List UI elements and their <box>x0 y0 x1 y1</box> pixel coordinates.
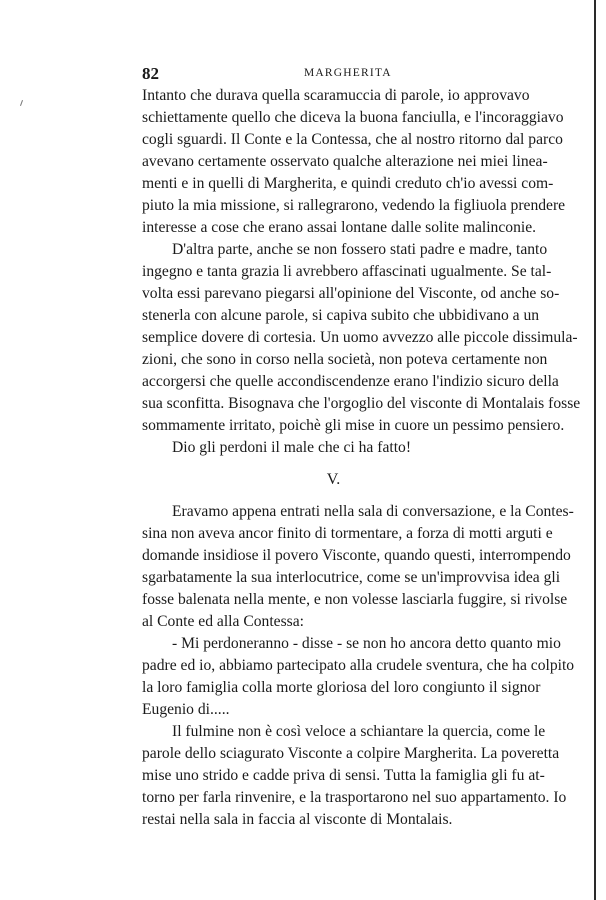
text-line: avevano certamente osservato qualche alterazione nei miei linea- <box>142 153 548 170</box>
text-line: ingegno e tanta grazia li avrebbero affascinati ugualmente. Se tal- <box>142 263 552 280</box>
margin-mark <box>20 100 23 106</box>
text-line: zioni, che sono in corso nella società, non poteva certamente non <box>142 351 548 368</box>
section-heading: V. <box>326 471 341 488</box>
text-line: D'altra parte, anche se non fossero stati padre e madre, tanto <box>172 241 548 258</box>
text-line: padre ed io, abbiamo partecipato alla crudele sventura, che ha colpito <box>142 657 575 674</box>
text-line: - Mi perdoneranno - disse - se non ho ancora detto quanto mio <box>172 635 561 652</box>
text-line: Eravamo appena entrati nella sala di conversazione, e la Contes- <box>172 503 574 520</box>
text-line: domande insidiose il povero Visconte, quando questi, interrompendo <box>142 547 571 564</box>
text-line: accorgersi che quelle accondiscendenze erano l'indizio sicuro della <box>142 373 559 390</box>
text-line: Dio gli perdoni il male che ci ha fatto! <box>172 439 412 456</box>
text-line: torno per farla rinvenire, e la trasportarono nel suo appartamento. Io <box>142 789 567 806</box>
page-number: 82 <box>142 64 159 83</box>
text-line: sgarbatamente la sua interlocutrice, come se un'improvvisa idea gli <box>142 569 561 586</box>
page-edge-line <box>594 0 596 900</box>
text-line: cogli sguardi. Il Conte e la Contessa, che al nostro ritorno dal parco <box>142 131 563 148</box>
text-line: piuto la mia missione, si rallegrarono, vedendo la figliuola prendere <box>142 197 566 214</box>
text-line: interesse a cose che erano assai lontane dalle solite malinconie. <box>142 219 537 236</box>
text-line: la loro famiglia colla morte gloriosa del loro congiunto il signor <box>142 679 541 696</box>
text-line: volta essi parevano piegarsi all'opinione del Visconte, od anche so- <box>142 285 560 302</box>
text-line: schiettamente quello che diceva la buona fanciulla, e l'incoraggiavo <box>142 109 564 126</box>
text-line: sina non aveva ancor finito di tormentare, a forza di motti arguti e <box>142 525 553 542</box>
text-line: al Conte ed alla Contessa: <box>142 613 304 630</box>
text-line: mise uno strido e cadde priva di sensi. Tutta la famiglia gli fu at- <box>142 767 545 784</box>
text-line: sommamente irritato, poichè gli mise in cuore un pessimo pensiero. <box>142 417 565 434</box>
text-line: sua sconfitta. Bisognava che l'orgoglio del visconte di Montalais fosse <box>142 395 581 412</box>
page-header <box>142 64 552 84</box>
text-line: restai nella sala in faccia al visconte di Montalais. <box>142 811 453 828</box>
running-title: MARGHERITA <box>304 67 392 79</box>
text-line: Intanto che durava quella scaramuccia di parole, io approvavo <box>142 87 530 104</box>
text-line: fosse balenata nella mente, e non volesse lasciarla fuggire, si rivolse <box>142 591 568 608</box>
text-line: parole dello sciagurato Visconte a colpire Margherita. La poveretta <box>142 745 560 762</box>
text-line: Eugenio di..... <box>142 701 230 718</box>
text-line: menti e in quelli di Margherita, e quindi creduto ch'io avessi com- <box>142 175 554 192</box>
text-line: stenerla con alcune parole, si capiva subito che ubbidivano a un <box>142 307 540 324</box>
text-line: semplice dovere di cortesia. Un uomo avvezzo alle piccole dissimula- <box>142 329 578 346</box>
text-line: Il fulmine non è così veloce a schiantare la quercia, come le <box>172 723 546 740</box>
